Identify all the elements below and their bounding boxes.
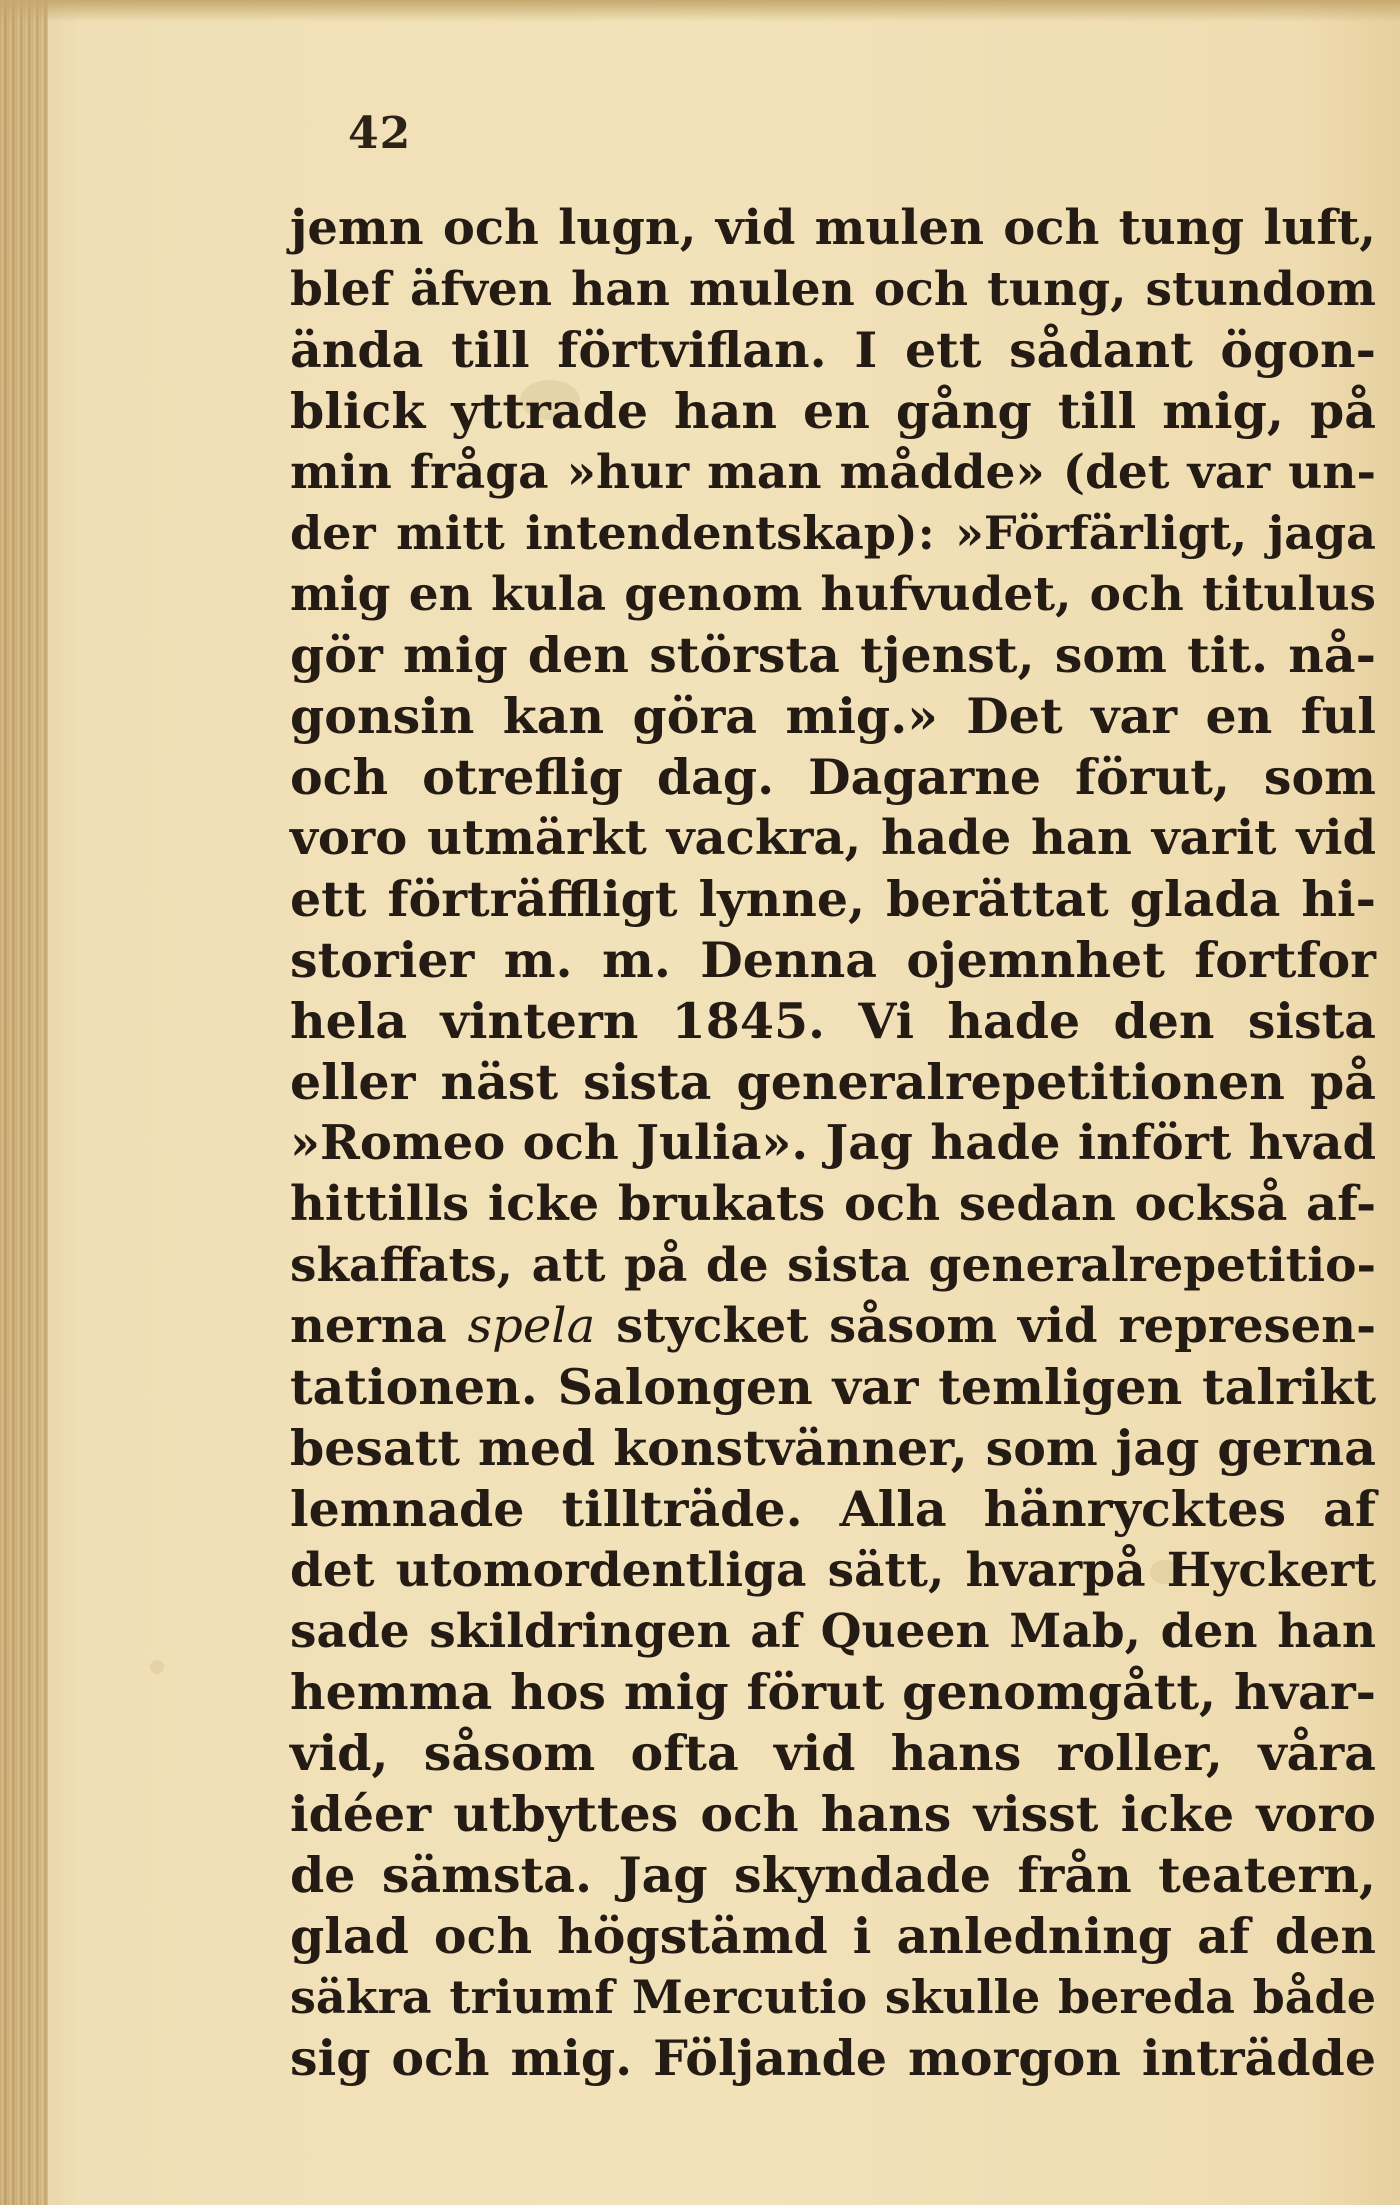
text-line: besatt med konstvänner, som jag gerna xyxy=(290,1419,1376,1477)
text-line: blick yttrade han en gång till mig, på xyxy=(290,382,1376,440)
text-line: hela vintern 1845. Vi hade den sista xyxy=(290,992,1376,1050)
text-line: der mitt intendentskap): »Förfärligt, jaga xyxy=(290,506,1376,560)
text-line: gör mig den största tjenst, som tit. nå- xyxy=(290,626,1376,684)
text-line: säkra triumf Mercutio skulle bereda både xyxy=(290,1970,1376,2024)
text-line: hemma hos mig förut genomgått, hvar- xyxy=(290,1663,1376,1721)
text-segment: stycket såsom vid represen- xyxy=(595,1298,1376,1354)
text-line: blef äfven han mulen och tung, stundom xyxy=(290,262,1376,317)
text-line: lemnade tillträde. Alla hänrycktes af xyxy=(290,1480,1376,1538)
page-edge-stack xyxy=(0,0,48,2205)
text-line: tationen. Salongen var temligen talrikt xyxy=(290,1358,1376,1416)
text-line: storier m. m. Denna ojemnhet fortfor xyxy=(290,931,1376,989)
body-text xyxy=(290,198,1376,2089)
text-line: sade skildringen af Queen Mab, den han xyxy=(290,1604,1376,1659)
text-segment: nerna xyxy=(290,1298,468,1354)
text-line: jemn och lugn, vid mulen och tung luft, xyxy=(290,200,1376,256)
page-number: 42 xyxy=(348,108,412,159)
text-line: de sämsta. Jag skyndade från teatern, xyxy=(290,1846,1376,1904)
text-line-with-italic xyxy=(290,1296,1376,1357)
text-line: gonsin kan göra mig.» Det var en ful xyxy=(290,687,1376,745)
text-line: hittills icke brukats och sedan också af- xyxy=(290,1176,1376,1232)
text-line: vid, såsom ofta vid hans roller, våra xyxy=(290,1724,1376,1782)
text-line: ett förträffligt lynne, berättat glada hi- xyxy=(290,870,1376,928)
page-top-edge xyxy=(0,0,1400,22)
paper-stain xyxy=(150,1660,164,1674)
text-line: och otreflig dag. Dagarne förut, som xyxy=(290,748,1376,806)
text-line: eller näst sista generalrepetitionen på xyxy=(290,1053,1376,1111)
text-line: min fråga »hur man mådde» (det var un- xyxy=(290,445,1376,500)
italic-word: spela xyxy=(467,1298,596,1354)
text-line: det utomordentliga sätt, hvarpå Hyckert xyxy=(290,1543,1376,1598)
text-line: »Romeo och Julia». Jag hade infört hvad xyxy=(290,1115,1376,1171)
text-line: idéer utbyttes och hans visst icke voro xyxy=(290,1785,1376,1843)
text-line: glad och högstämd i anledning af den xyxy=(290,1907,1376,1965)
text-line: ända till förtviflan. I ett sådant ögon- xyxy=(290,321,1376,379)
text-line: sig och mig. Följande morgon inträdde xyxy=(290,2029,1376,2087)
text-line: skaffats, att på de sista generalrepetitio- xyxy=(290,1238,1376,1293)
text-line: voro utmärkt vackra, hade han varit vid xyxy=(290,810,1376,866)
text-line: mig en kula genom hufvudet, och titulus xyxy=(290,567,1376,622)
